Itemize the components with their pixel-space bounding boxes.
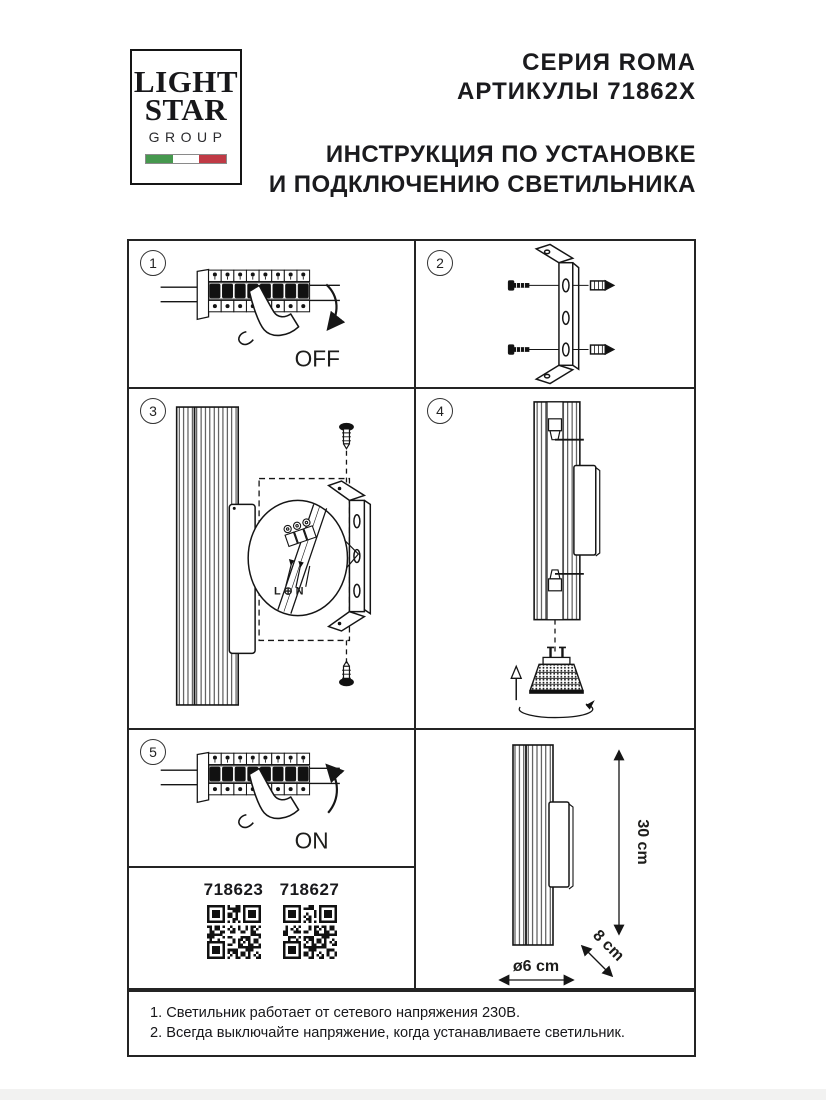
note-1: 1. Светильник работает от сетевого напряжения 230В.: [150, 1005, 521, 1021]
terminal-labels: L ⊕ N: [273, 585, 304, 598]
header: [269, 48, 696, 200]
wiring-detail-circle: [248, 500, 358, 615]
up-arrow-icon: [511, 666, 521, 700]
instruction-title: [269, 140, 696, 200]
lamp-mounting-drawing: [129, 389, 414, 728]
rotation-arrow-icon: [519, 700, 595, 717]
flag-white-stripe: [173, 155, 200, 163]
screw-icon: [509, 345, 530, 354]
logo-star-text: STAR: [144, 92, 228, 127]
dimension-depth-label: 8 cm: [589, 926, 628, 965]
dimensions-panel: [416, 730, 694, 988]
page-edge-shadow: [0, 1089, 826, 1100]
step-number-badge: 4: [427, 398, 453, 424]
article-item-right: [279, 880, 341, 959]
screw-icon: [340, 661, 354, 685]
on-label: ON: [294, 827, 329, 854]
step-panel-5: [129, 730, 416, 868]
wall-bracket-drawing: [416, 241, 694, 387]
step-number-badge: 2: [427, 250, 453, 276]
dimensions-drawing: [416, 730, 694, 988]
article-number-left: 718623: [203, 880, 264, 899]
notes-box: [127, 990, 696, 1057]
step-panel-1: [129, 241, 416, 389]
flag-red-stripe: [199, 155, 226, 163]
instruction-title-line1: ИНСТРУКЦИЯ ПО УСТАНОВКЕ: [325, 141, 696, 168]
mounting-block: [574, 466, 600, 556]
articles-title: АРТИКУЛЫ 71862X: [457, 78, 696, 105]
wall-anchor-icon: [591, 281, 614, 290]
series-title: СЕРИЯ ROMA: [522, 49, 696, 76]
mounting-block: [549, 802, 573, 889]
step-panel-4: [416, 389, 694, 730]
dimension-height-label: 30 cm: [634, 819, 651, 865]
qr-code-right-icon: [283, 905, 337, 959]
step-panel-2: [416, 241, 694, 389]
step-number-badge: 3: [140, 398, 166, 424]
logo-light-text: LIGHT: [133, 64, 239, 99]
bulb-insert-drawing: [416, 389, 694, 728]
flag-green-stripe: [146, 155, 173, 163]
circuit-breaker-off-drawing: [129, 241, 414, 387]
step-number-badge: 1: [140, 250, 166, 276]
wall-anchor-icon: [591, 345, 614, 354]
instruction-title-line2: И ПОДКЛЮЧЕНИЮ СВЕТИЛЬНИКА: [268, 171, 696, 198]
lightstar-logo: [130, 49, 242, 185]
off-label: OFF: [294, 345, 341, 372]
circuit-breaker-on-drawing: [129, 730, 414, 866]
switch-down-arrow-icon: [326, 284, 336, 328]
dimension-diameter-label: ø6 cm: [512, 958, 560, 975]
logo-group-text: GROUP: [148, 129, 228, 145]
articles-panel: [129, 868, 416, 988]
italian-flag-icon: [145, 154, 227, 164]
screw-icon: [509, 281, 530, 290]
step-number-badge: 5: [140, 739, 166, 765]
note-2: 2. Всегда выключайте напряжение, когда устанавливаете светильник.: [150, 1025, 625, 1041]
steps-grid: [127, 239, 696, 990]
gu10-bulb-icon: [529, 647, 584, 693]
switch-up-arrow-icon: [327, 765, 337, 812]
step-panel-3: [129, 389, 416, 730]
screw-icon: [340, 423, 354, 448]
qr-code-left-icon: [207, 905, 261, 959]
article-number-right: 718627: [279, 880, 340, 899]
article-item-left: [203, 880, 265, 959]
